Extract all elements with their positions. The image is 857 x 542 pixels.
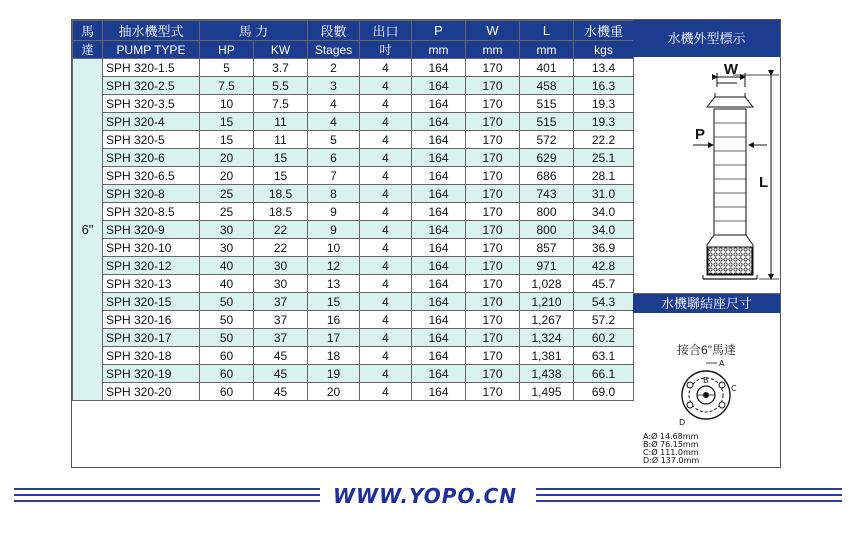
coupling-letter-c: C [731,384,737,393]
cell-kgs: 19.3 [574,113,634,131]
dim-d: D:Ø 137.0mm [643,456,700,465]
cell-outlet: 4 [360,221,412,239]
cell-kgs: 25.1 [574,149,634,167]
cell-stages: 10 [308,239,360,257]
dim-a: A:Ø 14.68mm [643,432,699,441]
cell-outlet: 4 [360,167,412,185]
cell-stages: 17 [308,329,360,347]
header-l-unit: mm [520,41,574,59]
cell-kgs: 45.7 [574,275,634,293]
cell-w: 170 [466,383,520,401]
cell-kw: 45 [254,365,308,383]
cell-model: SPH 320-15 [103,293,200,311]
coupling-letter-b: B [703,376,709,385]
cell-l: 458 [520,77,574,95]
cell-w: 170 [466,293,520,311]
cell-hp: 5 [200,59,254,77]
cell-hp: 30 [200,221,254,239]
table-row [73,131,634,149]
cell-w: 170 [466,95,520,113]
cell-kgs: 19.3 [574,95,634,113]
table-row [73,221,634,239]
cell-l: 1,438 [520,365,574,383]
cell-hp: 50 [200,311,254,329]
header-w-unit: mm [466,41,520,59]
cell-stages: 4 [308,95,360,113]
cell-kgs: 57.2 [574,311,634,329]
cell-p: 164 [412,59,466,77]
cell-l: 572 [520,131,574,149]
cell-outlet: 4 [360,329,412,347]
cell-model: SPH 320-12 [103,257,200,275]
cell-p: 164 [412,293,466,311]
table-row [73,149,634,167]
cell-kw: 5.5 [254,77,308,95]
pump-outline-drawing [633,57,780,293]
cell-model: SPH 320-18 [103,347,200,365]
cell-p: 164 [412,365,466,383]
coupling-drawing [633,359,780,431]
dim-b: B:Ø 76.15mm [643,440,699,449]
footer-rule-right-2 [536,494,842,496]
table-row [73,203,634,221]
cell-stages: 18 [308,347,360,365]
cell-model: SPH 320-6.5 [103,167,200,185]
cell-p: 164 [412,347,466,365]
cell-outlet: 4 [360,311,412,329]
table-row [73,59,634,77]
cell-outlet: 4 [360,149,412,167]
cell-w: 170 [466,311,520,329]
pump-outline-diagram [633,57,780,294]
cell-l: 1,381 [520,347,574,365]
cell-model: SPH 320-16 [103,311,200,329]
cell-w: 170 [466,203,520,221]
cell-l: 1,267 [520,311,574,329]
cell-model: SPH 320-4 [103,113,200,131]
cell-outlet: 4 [360,59,412,77]
table-row [73,113,634,131]
cell-l: 1,210 [520,293,574,311]
cell-l: 629 [520,149,574,167]
cell-kw: 37 [254,329,308,347]
cell-hp: 40 [200,275,254,293]
cell-l: 971 [520,257,574,275]
cell-stages: 12 [308,257,360,275]
cell-hp: 60 [200,347,254,365]
cell-kw: 3.7 [254,59,308,77]
cell-kgs: 54.3 [574,293,634,311]
cell-hp: 30 [200,239,254,257]
cell-kgs: 63.1 [574,347,634,365]
cell-stages: 19 [308,365,360,383]
cell-l: 686 [520,167,574,185]
spec-table [72,20,634,401]
cell-l: 1,028 [520,275,574,293]
cell-kgs: 42.8 [574,257,634,275]
spec-sheet [71,19,781,468]
cell-kw: 37 [254,311,308,329]
cell-hp: 60 [200,365,254,383]
cell-outlet: 4 [360,95,412,113]
cell-p: 164 [412,149,466,167]
cell-p: 164 [412,113,466,131]
header-pump-type-zh: 抽水機型式 [103,21,200,41]
cell-kgs: 34.0 [574,203,634,221]
table-row [73,365,634,383]
cell-kw: 22 [254,239,308,257]
cell-model: SPH 320-5 [103,131,200,149]
cell-w: 170 [466,329,520,347]
cell-w: 170 [466,131,520,149]
cell-w: 170 [466,257,520,275]
header-hp: HP [200,41,254,59]
cell-w: 170 [466,113,520,131]
cell-hp: 20 [200,149,254,167]
cell-w: 170 [466,185,520,203]
cell-hp: 50 [200,329,254,347]
header-stages-zh: 段數 [308,21,360,41]
cell-hp: 40 [200,257,254,275]
cell-w: 170 [466,149,520,167]
cell-model: SPH 320-19 [103,365,200,383]
cell-hp: 25 [200,185,254,203]
header-w: W [466,21,520,41]
table-row [73,275,634,293]
cell-model: SPH 320-9 [103,221,200,239]
table-row [73,167,634,185]
cell-outlet: 4 [360,185,412,203]
cell-stages: 9 [308,203,360,221]
dim-c: C:Ø 111.0mm [643,448,699,457]
cell-kw: 45 [254,383,308,401]
cell-outlet: 4 [360,77,412,95]
header-row-2 [73,41,634,59]
header-p-unit: mm [412,41,466,59]
cell-w: 170 [466,347,520,365]
cell-stages: 20 [308,383,360,401]
cell-p: 164 [412,95,466,113]
cell-stages: 8 [308,185,360,203]
table-row [73,185,634,203]
cell-kw: 30 [254,257,308,275]
header-kw: KW [254,41,308,59]
cell-model: SPH 320-10 [103,239,200,257]
header-horsepower-zh: 馬 力 [200,21,308,41]
cell-w: 170 [466,239,520,257]
cell-model: SPH 320-8 [103,185,200,203]
cell-w: 170 [466,167,520,185]
cell-kgs: 31.0 [574,185,634,203]
footer-rule-right-3 [536,500,842,502]
coupling-letter-d: D [679,418,686,427]
cell-p: 164 [412,131,466,149]
cell-p: 164 [412,77,466,95]
header-weight-zh: 水機重 [574,21,634,41]
cell-w: 170 [466,221,520,239]
cell-l: 401 [520,59,574,77]
table-row [73,311,634,329]
cell-model: SPH 320-2.5 [103,77,200,95]
cell-kw: 18.5 [254,185,308,203]
cell-outlet: 4 [360,131,412,149]
cell-l: 743 [520,185,574,203]
cell-model: SPH 320-6 [103,149,200,167]
cell-stages: 16 [308,311,360,329]
cell-kw: 11 [254,113,308,131]
cell-kgs: 34.0 [574,221,634,239]
cell-p: 164 [412,329,466,347]
cell-stages: 7 [308,167,360,185]
cell-hp: 15 [200,131,254,149]
cell-w: 170 [466,275,520,293]
cell-hp: 15 [200,113,254,131]
outline-title: 水機外型標示 [633,20,780,57]
cell-kgs: 36.9 [574,239,634,257]
cell-hp: 7.5 [200,77,254,95]
header-outlet-unit: 吋 [360,41,412,59]
cell-stages: 15 [308,293,360,311]
cell-model: SPH 320-13 [103,275,200,293]
cell-p: 164 [412,383,466,401]
motor-size-cell: 6" [73,59,103,401]
cell-stages: 5 [308,131,360,149]
dim-l-label: L [759,174,769,191]
footer [0,481,857,511]
dim-w-label: W [723,61,739,78]
cell-hp: 25 [200,203,254,221]
cell-kw: 15 [254,149,308,167]
cell-l: 800 [520,221,574,239]
cell-outlet: 4 [360,275,412,293]
header-stages: Stages [308,41,360,59]
cell-outlet: 4 [360,293,412,311]
cell-model: SPH 320-3.5 [103,95,200,113]
table-row [73,293,634,311]
cell-kgs: 60.2 [574,329,634,347]
cell-stages: 4 [308,113,360,131]
cell-hp: 50 [200,293,254,311]
cell-model: SPH 320-8.5 [103,203,200,221]
header-p: P [412,21,466,41]
cell-kgs: 28.1 [574,167,634,185]
table-row [73,329,634,347]
cell-l: 1,324 [520,329,574,347]
cell-model: SPH 320-20 [103,383,200,401]
cell-p: 164 [412,275,466,293]
cell-model: SPH 320-1.5 [103,59,200,77]
cell-stages: 6 [308,149,360,167]
cell-outlet: 4 [360,383,412,401]
website-link[interactable]: WWW.YOPO.CN [332,484,518,508]
cell-p: 164 [412,239,466,257]
side-panel [633,20,780,467]
cell-l: 800 [520,203,574,221]
cell-w: 170 [466,59,520,77]
header-outlet-zh: 出口 [360,21,412,41]
cell-p: 164 [412,185,466,203]
table-row [73,347,634,365]
cell-hp: 60 [200,383,254,401]
cell-stages: 13 [308,275,360,293]
cell-kgs: 22.2 [574,131,634,149]
footer-rule-left-3 [14,500,320,502]
cell-hp: 10 [200,95,254,113]
cell-w: 170 [466,77,520,95]
coupling-dimensions [643,433,699,465]
header-l: L [520,21,574,41]
cell-kw: 37 [254,293,308,311]
table-row [73,239,634,257]
cell-w: 170 [466,365,520,383]
cell-stages: 2 [308,59,360,77]
cell-kgs: 69.0 [574,383,634,401]
cell-kgs: 66.1 [574,365,634,383]
cell-outlet: 4 [360,257,412,275]
cell-kw: 18.5 [254,203,308,221]
cell-l: 857 [520,239,574,257]
footer-rule-left-2 [14,494,320,496]
cell-p: 164 [412,167,466,185]
cell-p: 164 [412,311,466,329]
coupling-title: 水機聯結座尺寸 [633,294,780,313]
dim-p-label: P [695,126,706,143]
table-row [73,95,634,113]
cell-p: 164 [412,257,466,275]
cell-outlet: 4 [360,239,412,257]
cell-model: SPH 320-17 [103,329,200,347]
cell-kw: 7.5 [254,95,308,113]
header-pump-type: PUMP TYPE [103,41,200,59]
table-row [73,77,634,95]
cell-stages: 3 [308,77,360,95]
header-motor-2: 達 [73,41,103,59]
cell-outlet: 4 [360,113,412,131]
cell-p: 164 [412,203,466,221]
cell-kgs: 16.3 [574,77,634,95]
coupling-section [633,313,780,467]
cell-l: 1,495 [520,383,574,401]
table-row [73,383,634,401]
cell-hp: 20 [200,167,254,185]
cell-l: 515 [520,95,574,113]
cell-outlet: 4 [360,203,412,221]
coupling-caption: 接合6"馬達 [677,343,736,357]
footer-rule-left-1 [14,488,320,490]
header-row-1 [73,21,634,41]
footer-rule-right-1 [536,488,842,490]
cell-kw: 15 [254,167,308,185]
cell-kw: 11 [254,131,308,149]
cell-stages: 9 [308,221,360,239]
coupling-letter-a: A [719,359,725,368]
cell-kw: 22 [254,221,308,239]
cell-outlet: 4 [360,365,412,383]
spec-rows [73,59,634,401]
cell-p: 164 [412,221,466,239]
cell-kw: 30 [254,275,308,293]
header-motor: 馬 [73,21,103,41]
table-row [73,257,634,275]
cell-kgs: 13.4 [574,59,634,77]
cell-outlet: 4 [360,347,412,365]
header-weight-unit: kgs [574,41,634,59]
cell-kw: 45 [254,347,308,365]
cell-l: 515 [520,113,574,131]
